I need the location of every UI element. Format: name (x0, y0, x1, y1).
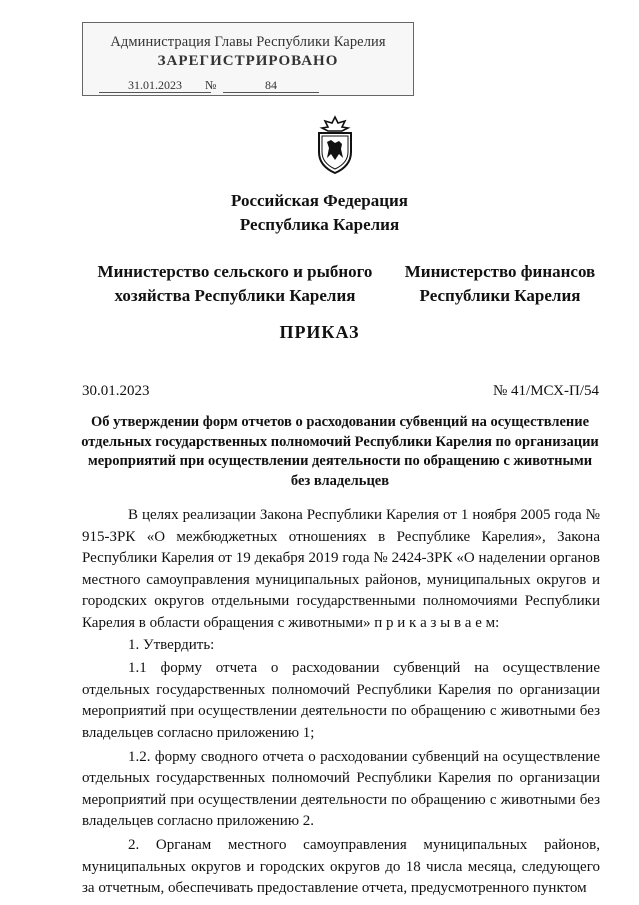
stamp-number-sign: № (205, 78, 217, 92)
stamp-date: 31.01.2023 (99, 78, 211, 93)
paragraph-preamble: В целях реализации Закона Республики Карелия от 1 ноября 2005 года № 915-ЗРК «О межбюджетных отношениях в Республике Карелия», Закона Республики Карелия от 19 декабря 2019 года № 2424-ЗРК «О наделении органов местного самоуправления муниципальных районов, муниципальных округов и городских округов отдельными государственными полномочиями Республики Карелия в области обращения с животными» п р и к а з ы в а е м: (82, 507, 600, 631)
stamp-organization: Администрация Главы Республики Карелия (110, 34, 386, 50)
stamp-status: ЗАРЕГИСТРИРОВАНО (157, 53, 339, 69)
republic-heading: Республика Карелия (239, 215, 400, 234)
ministry-finance-line-1: Министерство финансов (404, 262, 596, 281)
order-subject: Об утверждении форм отчетов о расходовании субвенций на осуществление отдельных государственных полномочий Республики Карелия по организации мероприятий при осуществлении деятельности по обращению с животными без владельцев (81, 414, 599, 489)
ministry-agriculture-line-2: хозяйства Республики Карелия (114, 286, 356, 305)
ministry-agriculture (70, 260, 400, 308)
order-date: 30.01.2023 (82, 383, 150, 399)
paragraph-item-1-1: 1.1 форму отчета о расходовании субвенций на осуществление отдельных государственных полномочий Республики Карелия по организации мероприятий при осуществлении деятельности по обращению с животными без владельцев согласно приложению 1; (82, 660, 600, 741)
paragraph-item-2: 2. Органам местного самоуправления муниципальных районов, муниципальных округов и городских округов до 18 числа месяца, следующего за отчетным, обеспечивать предоставление отчета, предусмотренного пунктом (82, 836, 600, 897)
ministry-finance (395, 260, 605, 308)
ministry-agriculture-line-1: Министерство сельского и рыбного (97, 262, 373, 281)
order-title: ПРИКАЗ (279, 322, 360, 342)
registration-stamp (82, 22, 414, 96)
stamp-number: 84 (223, 78, 319, 93)
ministry-finance-line-2: Республики Карелия (419, 286, 581, 305)
federation-heading: Российская Федерация (231, 191, 408, 210)
order-body (82, 505, 600, 900)
paragraph-item-1-2: 1.2. форму сводного отчета о расходовании субвенций на осуществление отдельных государственных полномочий Республики Карелия по организации мероприятий при осуществлении деятельности по обращению с животными без владельцев согласно приложению 2. (82, 748, 600, 830)
karelia-coat-of-arms-icon (312, 114, 358, 176)
order-number: № 41/МСХ-П/54 (492, 383, 599, 399)
paragraph-item-1: 1. Утвердить: (128, 636, 215, 653)
